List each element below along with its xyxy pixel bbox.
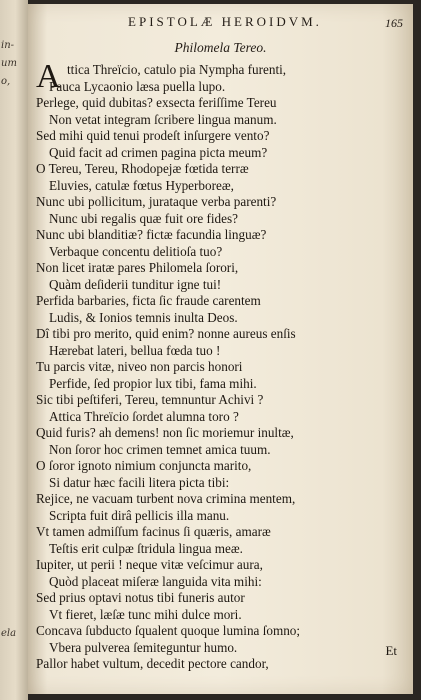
previous-page-fragment: in- [1,40,15,51]
verse-line [36,79,386,96]
verse-line [36,359,386,376]
verse-text: Hærebat lateri, bellua fœda tuo ! [49,342,221,358]
verse-text: Dî tibi pro merito, quid enim? nonne aureus enſis [36,326,296,341]
verse-line [36,392,386,409]
verse-text: Scripta fuit dirâ pellicis illa manu. [49,507,230,523]
verse-text: ttica Threïcio, catulo pia Nympha furenti, [67,62,287,77]
verse-line [36,376,386,393]
verse-line [36,475,386,492]
verse-text: Eluvies, catulæ fœtus Hyperboreæ, [49,177,234,193]
verse-text: Tu parcis vitæ, niveo non parcis honori [36,359,243,374]
verse-line [36,161,386,178]
previous-page-fragment: o, [1,76,11,87]
verse-text: Nunc ubi regalis quæ fuit ore fides? [49,210,238,226]
verse-line [36,128,386,145]
verse-text: Perfida barbaries, ficta ſic fraude carentem [36,293,261,308]
verse-line [36,508,386,525]
verse-text: Pallor habet vultum, decedit pectore candor, [36,656,269,671]
verse-text: Teſtis erit culpæ ſtridula lingua meæ. [49,540,243,556]
running-head: EPISTOLÆ HEROIDVM. [128,14,322,29]
verse-text: Vbera pulverea ſemiteguntur humo. [49,639,238,655]
verse-text: Quòd placeat miſeræ languida vita mihi: [49,573,262,589]
verse-line [36,541,386,558]
verse-text: Si datur hæc facili litera picta tibi: [49,474,230,490]
verse-text: Non ſoror hoc crimen temnet amica tuum. [49,441,271,457]
page-number: 165 [385,16,403,30]
verse-text: Sed prius optavi notus tibi funeris autor [36,590,245,605]
verse-line [36,95,386,112]
verse-text: Non vetat integram ſcribere lingua manum. [49,111,277,127]
verse-line [36,640,386,657]
catchword: Et [385,643,397,658]
verse-line [36,178,386,195]
verse-line [36,425,386,442]
verse-line [36,458,386,475]
verse-line [36,293,386,310]
verse-line [36,442,386,459]
verse-text: Sic tibi peſtiferi, Tereu, temnuntur Achivi ? [36,392,264,407]
verse-text: Concava ſubducto ſqualent quoque lumina ſomno; [36,623,301,638]
verse-line [36,590,386,607]
verse-text: Perlege, quid dubitas? exsecta feriſſime Tereu [36,95,277,110]
verse-text: Iupiter, ut perii ! neque vitæ veſcimur aura, [36,557,263,572]
verse-text: Vt fieret, læſæ tunc mihi dulce mori. [49,606,242,622]
verse-text: Quid facit ad crimen pagina picta meum? [49,144,268,160]
verse-line [36,227,386,244]
verse-line [36,409,386,426]
verse-line [36,623,386,640]
verse-text: O ſoror ignoto nimium conjuncta marito, [36,458,252,473]
verse-line [36,260,386,277]
verse-text: Nunc ubi pollicitum, jurataque verba parenti? [36,194,277,209]
verse-text: Vt tamen admiſſum facinus ſi quæris, amaræ [36,524,271,539]
verse-text: Nunc ubi blanditiæ? fictæ facundia linguæ? [36,227,267,242]
verse-line [36,145,386,162]
verse-line [36,310,386,327]
verse-text: Quid furis? ah demens! non ſic moriemur inultæ, [36,425,294,440]
verse-line [36,194,386,211]
verse-line [36,557,386,574]
verse-line [36,574,386,591]
previous-page-edge [0,0,28,700]
verse-text: Ludis, & Ionios temnis inulta Deos. [49,309,238,325]
verse-text: Non licet iratæ pares Philomela ſorori, [36,260,239,275]
verse-block [36,58,386,673]
drop-cap: A [36,58,61,95]
verse-text: Attica Threïcio ſordet alumna toro ? [49,408,239,424]
verse-line [36,343,386,360]
verse-text: Sed mihi quid tenui prodeſt inſurgere vento? [36,128,270,143]
previous-page-fragment: ela [1,628,17,639]
verse-line [36,524,386,541]
verse-line [36,244,386,261]
verse-line [36,607,386,624]
verse-text: Pauca Lycaonio læsa puella lupo. [49,78,226,94]
verse-text: Rejice, ne vacuam turbent nova crimina mentem, [36,491,296,506]
verse-text: Verbaque concentu delitioſa tuo? [49,243,223,259]
verse-line [36,277,386,294]
verse-text: Quàm deſiderii tunditur igne tui! [49,276,222,292]
poem-title: Philomela Tereo. [174,40,267,55]
book-page [28,4,413,694]
verse-line [36,656,386,673]
previous-page-fragment: um [1,58,17,69]
verse-line [36,211,386,228]
verse-line [36,112,386,129]
verse-line [36,491,386,508]
verse-line [36,326,386,343]
verse-text: O Tereu, Tereu, Rhodopejæ fœtida terræ [36,161,249,176]
verse-text: Perfide, ſed propior lux tibi, fama mihi. [49,375,257,391]
